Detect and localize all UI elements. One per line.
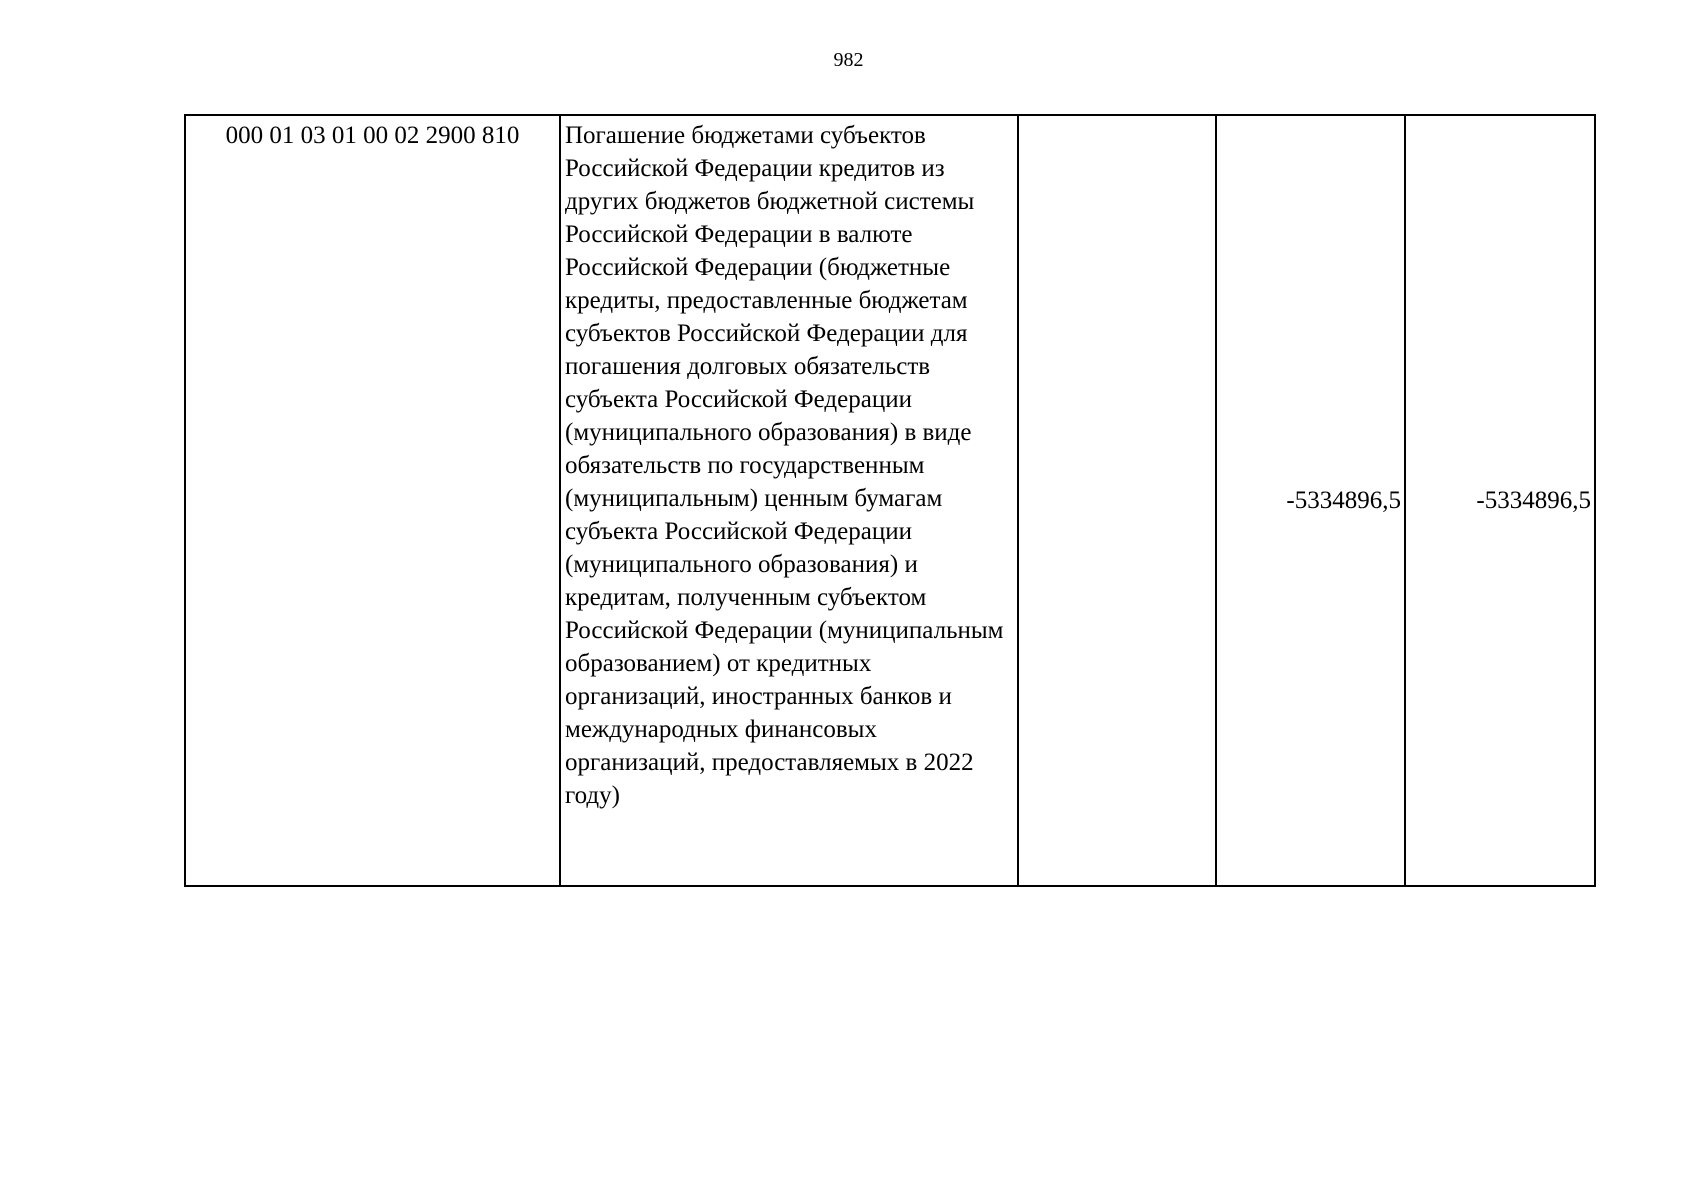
description-cell: Погашение бюджетами субъектов Российской Федерации кредитов из других бюджетов бюджетной системы Российской Федерации в валюте Российской Федерации (бюджетные кредиты, предоставленные бюджетам субъектов Российской Федерации для погашения долговых обязательств субъекта Российской Федерации (муниципального образования) в виде обязательств по государственным (муниципальным) ценным бумагам субъекта Российской Федерации (муниципального образования) и кредитам, полученным субъектом Российской Федерации (муниципальным образованием) от кредитных организаций, иностранных банков и международных финансовых организаций, предоставляемых в 2022 году)	[560, 115, 1018, 886]
amount-cell-1: -5334896,5	[1216, 115, 1405, 886]
empty-cell	[1018, 115, 1216, 886]
budget-table	[184, 114, 1596, 887]
table-row	[185, 115, 1595, 886]
page-number: 982	[833, 49, 864, 71]
budget-code-cell: 000 01 03 01 00 02 2900 810	[185, 115, 560, 886]
amount-cell-2: -5334896,5	[1405, 115, 1595, 886]
